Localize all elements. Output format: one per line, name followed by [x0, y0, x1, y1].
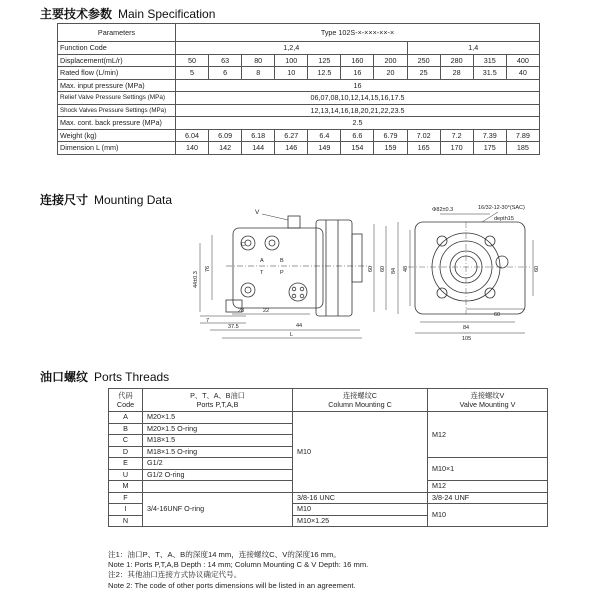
notes	[108, 550, 368, 591]
dim-t-label: T	[260, 270, 264, 276]
ports-cell: G1/2 O-ring	[143, 469, 293, 481]
header-column-en: Column Mounting C	[328, 400, 392, 409]
port-boss-top	[288, 216, 300, 228]
main-spec-title-cn: 主要技术参数	[40, 7, 113, 21]
dim-22-label: 22	[263, 308, 270, 314]
ports-cell: M18×1.5 O-ring	[143, 446, 293, 458]
dim-60b-label: 60	[534, 265, 540, 272]
spec-cell: 6	[209, 67, 242, 80]
code-cell: M	[109, 481, 143, 493]
spec-header-parameters: Parameters	[58, 24, 176, 42]
table-row	[109, 412, 548, 424]
header-ports-en: Ports P,T,A,B	[196, 400, 239, 409]
spec-cell: 7.89	[506, 129, 539, 142]
header-valve-en: Valve Mounting V	[459, 400, 516, 409]
spec-label: Weight (kg)	[58, 129, 176, 142]
dim-60-label: 60	[368, 265, 374, 272]
spec-cell: 6.18	[242, 129, 275, 142]
spec-cell: 146	[275, 142, 308, 155]
spec-cell: 160	[341, 54, 374, 67]
spec-label: Relief Valve Pressure Settings (MPa)	[58, 92, 176, 105]
note-1-cn: 注1：油口P、T、A、B的深度14 mm，连接螺纹C、V的深度16 mm。	[108, 550, 341, 559]
spec-cell: 280	[440, 54, 473, 67]
spec-cell: 2.5	[176, 117, 540, 130]
valve-cell-m10: M10	[428, 504, 548, 527]
front-view-drawing	[408, 222, 530, 314]
spec-cell: 12,13,14,16,18,20,21,22,23.5	[176, 104, 540, 117]
spec-header-type: Type 102S-×-×××-××-×	[176, 24, 540, 42]
spec-cell: 20	[374, 67, 407, 80]
dim-60c-label: 60	[380, 265, 386, 272]
spec-cell: 6.6	[341, 129, 374, 142]
spec-cell: 6.79	[374, 129, 407, 142]
spec-cell: 28	[440, 67, 473, 80]
spec-cell: 170	[440, 142, 473, 155]
ports-cell: M20×1.5 O-ring	[143, 423, 293, 435]
port-circle-t	[241, 283, 255, 297]
ports-cell: G1/2	[143, 458, 293, 470]
spec-cell: 16	[176, 79, 540, 92]
mount-hole-tl	[437, 236, 447, 246]
column-cell-unc: 3/8-16 UNC	[293, 492, 428, 504]
ports-title-cn: 油口螺纹	[40, 370, 89, 384]
port-circle-b	[265, 236, 279, 250]
column-cell-m10x125: M10×1.25	[293, 515, 428, 527]
header-valve	[428, 389, 548, 412]
ports-cell-unf: 3/4-16UNF O-ring	[143, 492, 293, 527]
port-circle-p	[289, 283, 307, 301]
spec-cell: 7.02	[407, 129, 440, 142]
ports-title-en: Ports Threads	[94, 370, 170, 384]
header-code-cn: 代码	[118, 391, 133, 400]
dim-p-label: P	[280, 270, 284, 276]
valve-cell-unf: 3/8-24 UNF	[428, 492, 548, 504]
ports-cell	[143, 481, 293, 493]
spec-cell: 6.4	[308, 129, 341, 142]
spec-label: Function Code	[58, 42, 176, 55]
spec-cell: 159	[374, 142, 407, 155]
table-row	[109, 492, 548, 504]
mounting-title-cn: 连接尺寸	[40, 193, 89, 207]
spec-label: Dimension L (mm)	[58, 142, 176, 155]
header-code-en: Code	[116, 400, 135, 409]
ports-cell: M20×1.5	[143, 412, 293, 424]
dim-105-label: 105	[462, 336, 472, 342]
dim-44-label: 44±0.3	[193, 271, 199, 288]
dim-v-label: V	[255, 209, 260, 216]
spec-cell: 16	[341, 67, 374, 80]
header-code	[109, 389, 143, 412]
spec-cell: 200	[374, 54, 407, 67]
spec-cell: 1,4	[407, 42, 539, 55]
column-cell-m10b: M10	[293, 504, 428, 516]
mount-hole-br	[485, 288, 495, 298]
threads-table	[108, 388, 548, 527]
header-ports-cn: P、T、A、B油口	[190, 391, 245, 400]
spec-cell: 140	[176, 142, 209, 155]
spec-cell: 7.39	[473, 129, 506, 142]
spec-cell: 6.09	[209, 129, 242, 142]
dim-b-label: B	[280, 258, 284, 264]
ports-title	[40, 368, 169, 385]
dim-84b-label: 84	[463, 325, 470, 331]
spec-cell: 10	[275, 67, 308, 80]
ports-cell: M18×1.5	[143, 435, 293, 447]
code-cell: C	[109, 435, 143, 447]
note-2-cn: 注2：其他油口连接方式协议确定代号。	[108, 570, 242, 580]
dim-28-label: 28	[238, 308, 245, 314]
mount-hole-tr	[485, 236, 495, 246]
spec-cell: 175	[473, 142, 506, 155]
spec-cell: 12.5	[308, 67, 341, 80]
code-cell: I	[109, 504, 143, 516]
valve-cell-m10x1: M10×1	[428, 458, 548, 481]
valve-cell-m12b: M12	[428, 481, 548, 493]
spec-cell: 6.27	[275, 129, 308, 142]
spec-label: Rated flow (L/min)	[58, 67, 176, 80]
spec-cell: 1,2,4	[176, 42, 408, 55]
dim-spline-label: 16/32-12-30°(SAC)	[478, 205, 525, 211]
spec-cell: 149	[308, 142, 341, 155]
spec-cell: 185	[506, 142, 539, 155]
header-valve-cn: 连接螺纹V	[470, 391, 505, 400]
end-cap	[352, 234, 362, 282]
code-cell: B	[109, 423, 143, 435]
spec-cell: 25	[407, 67, 440, 80]
spec-cell: 125	[308, 54, 341, 67]
threads-header-row	[109, 389, 548, 412]
code-cell: U	[109, 469, 143, 481]
mounting-title-en: Mounting Data	[94, 193, 173, 207]
spec-label: Max. cont. back pressure (MPa)	[58, 117, 176, 130]
header-column-cn: 连接螺纹C	[343, 391, 377, 400]
spec-label: Displacement(mL/r)	[58, 54, 176, 67]
code-cell: D	[109, 446, 143, 458]
spec-cell: 144	[242, 142, 275, 155]
port-boss-side	[496, 256, 508, 268]
spec-cell: 165	[407, 142, 440, 155]
code-cell: A	[109, 412, 143, 424]
dim-48-label: 48	[403, 265, 409, 272]
spec-cell: 7.2	[440, 129, 473, 142]
note-2-en: Note 2: The code of other ports dimensions will be listed in an agreement.	[108, 580, 356, 590]
spec-label: Max. input pressure (MPa)	[58, 79, 176, 92]
spec-cell: 315	[473, 54, 506, 67]
spec-cell: 100	[275, 54, 308, 67]
header-ports	[143, 389, 293, 412]
gerotor-housing	[316, 220, 352, 316]
valve-cell-m12: M12	[428, 412, 548, 458]
spec-cell: 06,07,08,10,12,14,15,16,17.5	[176, 92, 540, 105]
spec-cell: 5	[176, 67, 209, 80]
spec-cell: 50	[176, 54, 209, 67]
mount-hole-bl	[437, 288, 447, 298]
dim-84-label: 84	[391, 267, 397, 274]
main-spec-title-en: Main Specification	[118, 7, 216, 21]
spec-cell: 154	[341, 142, 374, 155]
dim-depth-label: depth15	[494, 216, 514, 222]
column-cell-m10: M10	[293, 412, 428, 493]
dim-c-label: C	[241, 242, 245, 248]
dim-82-label: Φ82±0.3	[432, 207, 454, 213]
dim-a-label: A	[260, 258, 264, 264]
dim-44b-label: 44	[296, 323, 303, 329]
spec-cell: 142	[209, 142, 242, 155]
spec-cell: 63	[209, 54, 242, 67]
code-cell: N	[109, 515, 143, 527]
spec-cell: 250	[407, 54, 440, 67]
dim-76-label: 76	[205, 265, 211, 272]
note-1-en: Note 1: Ports P,T,A,B Depth : 14 mm; Column Mounting C & V Depth: 16 mm.	[108, 560, 369, 570]
dim-60-bottom-label: 60	[494, 312, 501, 318]
spec-cell: 6.04	[176, 129, 209, 142]
spec-cell: 40	[506, 67, 539, 80]
dim-7-label: 7	[206, 318, 210, 324]
dim-l-label: L	[290, 332, 294, 338]
dim-37-label: 37.5	[228, 324, 239, 330]
code-cell: E	[109, 458, 143, 470]
spec-cell: 31.5	[473, 67, 506, 80]
spec-cell: 8	[242, 67, 275, 80]
header-column	[293, 389, 428, 412]
spec-cell: 400	[506, 54, 539, 67]
code-cell: F	[109, 492, 143, 504]
spec-cell: 80	[242, 54, 275, 67]
spec-label: Shock Valves Pressure Settings (MPa)	[58, 104, 176, 117]
